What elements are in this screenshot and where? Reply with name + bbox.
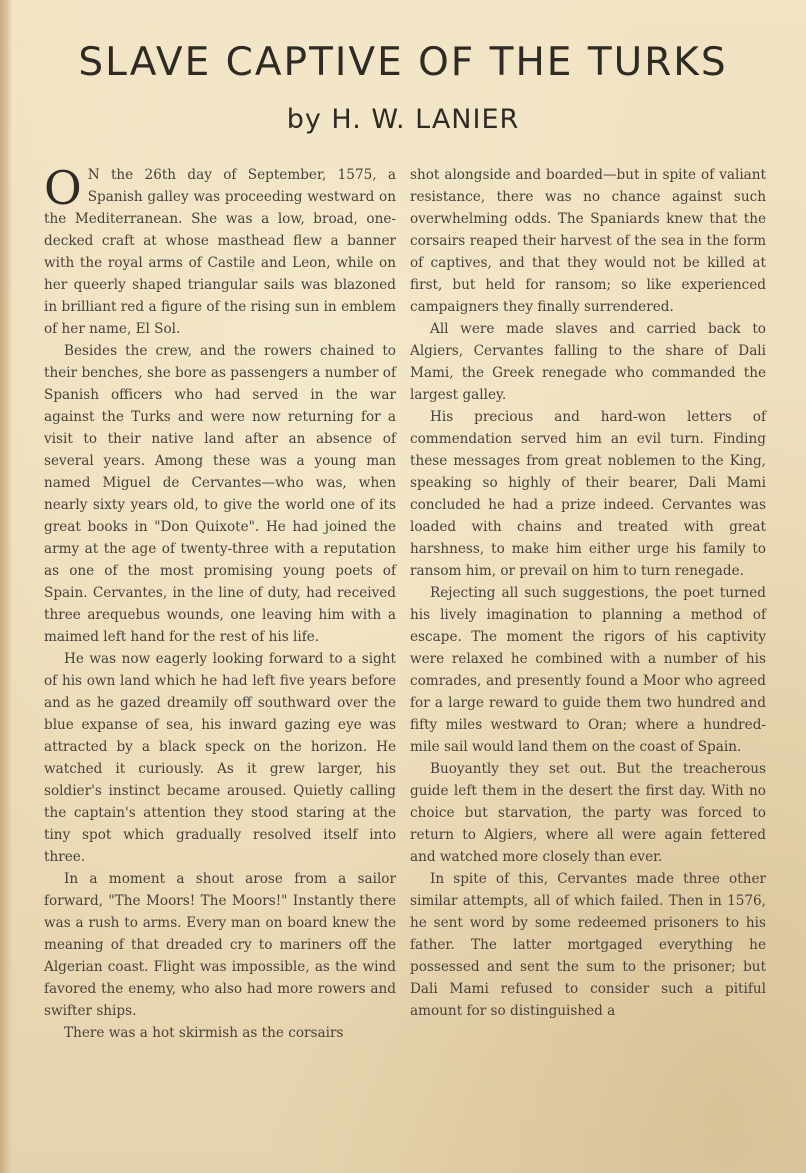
right-column xyxy=(410,164,766,1022)
paragraph: Rejecting all such suggestions, the poet turned his lively imagination to planning a method of escape. The moment the rigors of his captivity were relaxed he combined with a number of his comrades, and presently found a Moor who agreed for a large reward to guide them two hundred and fifty miles westward to Oran; where a hundred-mile sail would land them on the coast of Spain. xyxy=(410,585,766,755)
paragraph-text: N the 26th day of September, 1575, a Spanish galley was proceeding westward on the Mediterranean. She was a low, broad, one-decked craft at whose masthead flew a banner with the royal arms of Castile and Leon, while on her queerly shaped triangular sails was blazoned in brilliant red a figure of the rising sun in emblem of her name, El Sol. xyxy=(44,167,396,337)
drop-cap: O xyxy=(44,161,82,215)
left-column xyxy=(44,161,396,1044)
paragraph: There was a hot skirmish as the corsairs xyxy=(64,1025,344,1041)
paragraph: His precious and hard-won letters of commendation served him an evil turn. Finding these messages from great noblemen to the King, speaking so highly of their bearer, Dali Mami concluded he had a prize indeed. Cervantes was loaded with chains and treated with great harshness, to make him either urge his family to ransom him, or prevail on him to turn renegade. xyxy=(410,409,766,579)
paragraph: shot alongside and boarded—but in spite of valiant resistance, there was no chance against such overwhelming odds. The Spaniards knew that the corsairs reaped their harvest of the sea in the form of captives, and that they would not be killed at first, but held for ransom; so like experienced campaigners they finally surrendered. xyxy=(410,167,766,315)
article-byline: by H. W. LANIER xyxy=(286,104,520,135)
paragraph: He was now eagerly looking forward to a sight of his own land which he had left five years before and as he gazed dreamily off southward over the blue expanse of sea, his inward gazing eye was attracted by a black speck on the horizon. He watched it curiously. As it grew larger, his soldier's instinct became aroused. Quietly calling the captain's attention they stood staring at the tiny spot which gradually resolved itself into three. xyxy=(44,651,396,865)
paragraph: In a moment a shout arose from a sailor forward, "The Moors! The Moors!" Instantly there was a rush to arms. Every man on board knew the meaning of that dreaded cry to mariners off the Algerian coast. Flight was impossible, as the wind favored the enemy, who also had more rowers and swifter ships. xyxy=(44,871,396,1019)
paragraph: In spite of this, Cervantes made three other similar attempts, all of which failed. Then in 1576, he sent word by some redeemed prisoners to his father. The latter mortgaged everything he possessed and sent the sum to the prisoner; but Dali Mami refused to consider such a pitiful amount for so distinguished a xyxy=(410,871,766,1019)
paragraph: Buoyantly they set out. But the treacherous guide left them in the desert the first day. With no choice but starvation, the party was forced to return to Algiers, where all were again fettered and watched more closely than ever. xyxy=(410,761,766,865)
paragraph: Besides the crew, and the rowers chained to their benches, she bore as passengers a number of Spanish officers who had served in the war against the Turks and were now returning for a visit to their native land after an absence of several years. Among these was a young man named Miguel de Cervantes—who was, when nearly sixty years old, to give the world one of its great books in "Don Quixote". He had joined the army at the age of twenty-three with a reputation as one of the most promising young poets of Spain. Cervantes, in the line of duty, had received three arequebus wounds, one leaving him with a maimed left hand for the rest of his life. xyxy=(44,343,396,645)
paragraph: All were made slaves and carried back to Algiers, Cervantes falling to the share of Dali Mami, the Greek renegade who commanded the largest galley. xyxy=(410,321,766,403)
article-title: SLAVE CAPTIVE OF THE TURKS xyxy=(78,40,728,85)
page-edge-shadow xyxy=(0,0,12,1173)
paragraph xyxy=(44,161,396,340)
